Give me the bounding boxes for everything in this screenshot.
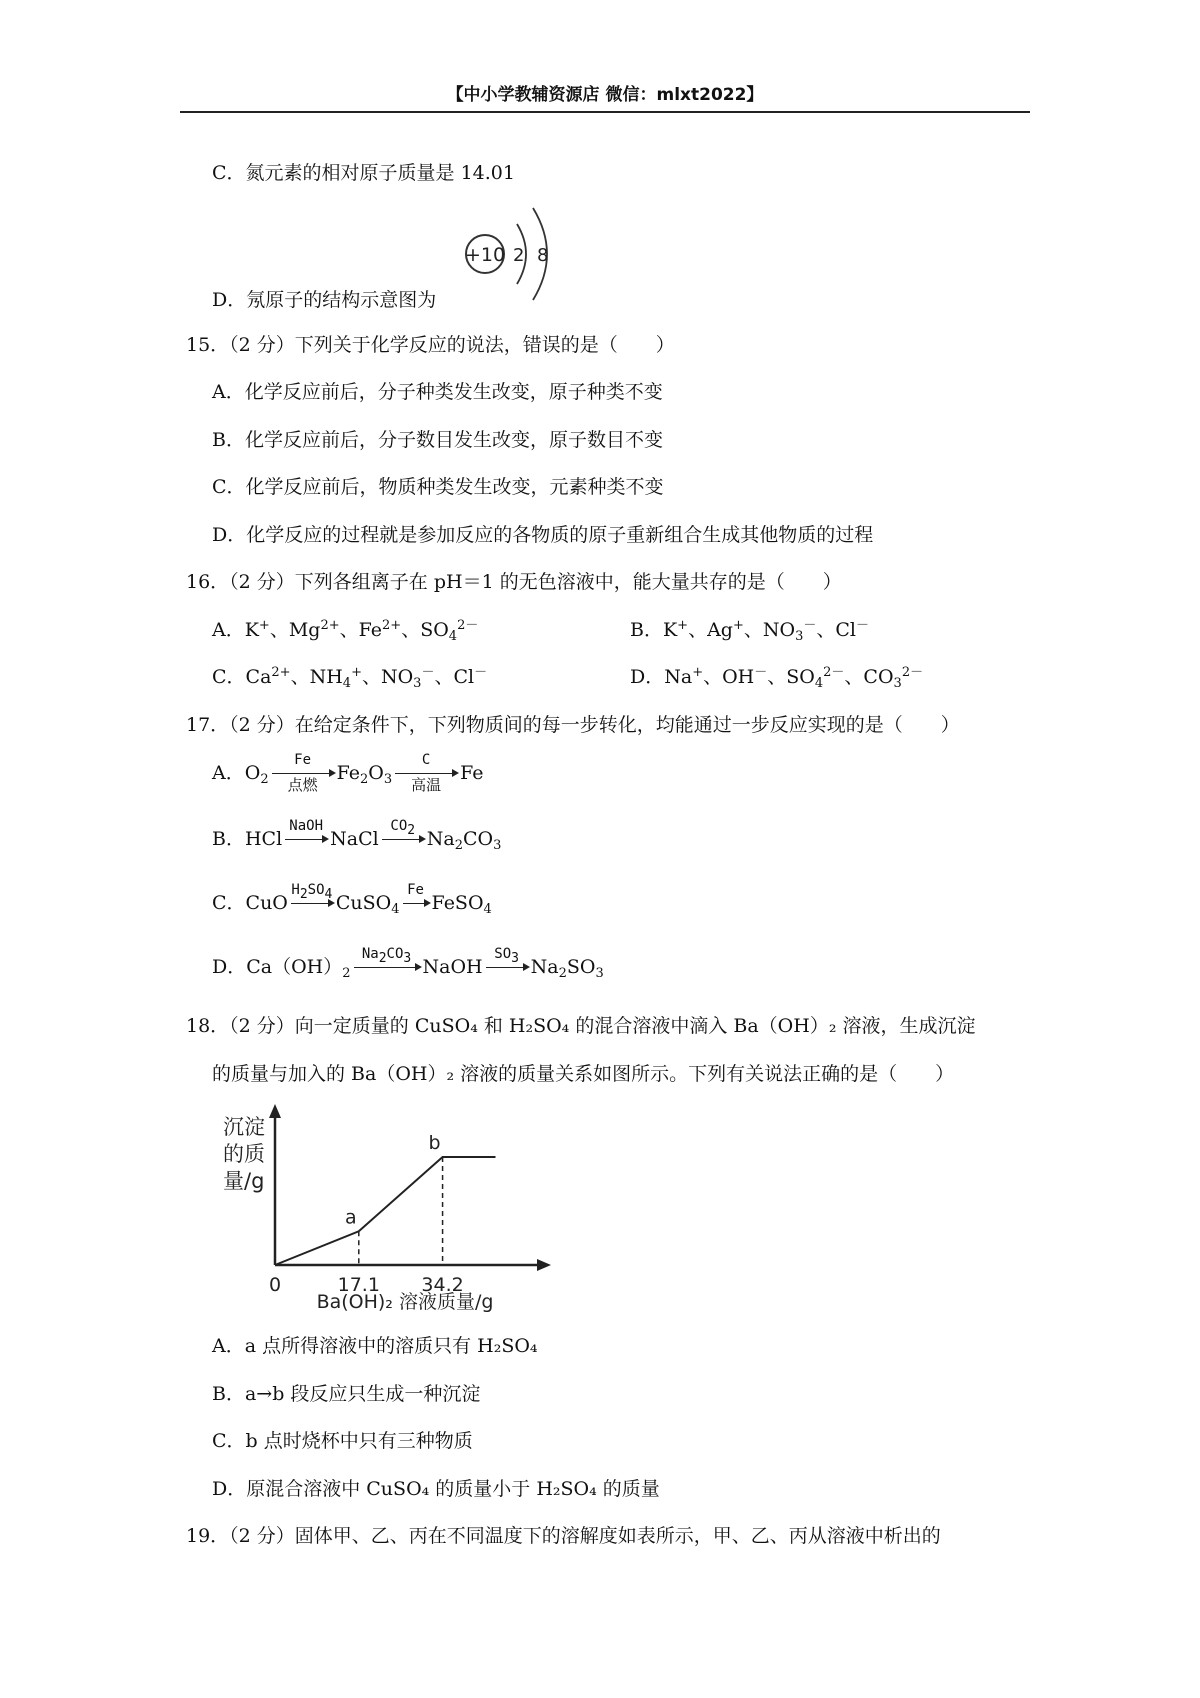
precipitate-mass-chart <box>205 1100 565 1315</box>
q18-option-c: C．b 点时烧杯中只有三种物质 <box>212 1430 473 1452</box>
q17-option-b: B．HCl NaOH NaCl $CO_2$ $Na_2CO_3$ <box>212 816 501 863</box>
y-axis-label: 的质 <box>223 1142 265 1166</box>
reaction-arrow: $Na_2CO_3$ <box>352 945 422 991</box>
q17-stem: 17．（2 分）在给定条件下，下列物质间的每一步转化，均能通过一步反应实现的是（ ） <box>186 714 960 736</box>
q14-option-d: D．氖原子的结构示意图为 <box>212 289 437 311</box>
point-label-a: a <box>344 1206 357 1229</box>
neon-atom-diagram <box>455 200 565 310</box>
q17-option-a: A．$O_2$ Fe 点燃 $Fe_2O_3$ C 高温 Fe <box>212 750 484 797</box>
reaction-arrow: NaOH <box>283 817 329 863</box>
reaction-arrow: Fe 点燃 <box>270 751 336 797</box>
page-header: 【中小学教辅资源店 微信：mlxt2022】 <box>446 85 764 105</box>
q15-option-c: C．化学反应前后，物质种类发生改变，元素种类不变 <box>212 476 664 498</box>
series-line <box>275 1157 496 1265</box>
atom-nucleus-charge: +10 <box>464 244 506 266</box>
x-axis-arrowhead <box>537 1259 551 1271</box>
y-axis-label: 量/g <box>223 1169 265 1193</box>
header-divider <box>180 111 1030 113</box>
q17-option-d: D．$Ca(OH)_2$ $Na_2CO_3$ NaOH $SO_3$ $Na_2SO_3$ <box>212 944 604 991</box>
reaction-arrow: $H_2SO_4$ <box>289 881 335 927</box>
x-tick-label: 17.1 <box>337 1274 380 1296</box>
q15-stem: 15．（2 分）下列关于化学反应的说法，错误的是（ ） <box>186 334 675 356</box>
q15-option-a: A．化学反应前后，分子种类发生改变，原子种类不变 <box>212 381 663 403</box>
atom-shell-1-count: 2 <box>513 245 525 266</box>
q15-option-d: D．化学反应的过程就是参加反应的各物质的原子重新组合生成其他物质的过程 <box>212 524 874 546</box>
q17-option-c: C．CuO $H_2SO_4$ CuSO$_4$ Fe FeSO$_4$ <box>212 880 492 927</box>
reaction-arrow: $SO_3$ <box>484 945 530 991</box>
q16-option-b: B．K+、Ag+、$NO_3^-$、Cl－ <box>630 618 870 644</box>
x-tick-label: 34.2 <box>421 1274 464 1296</box>
q19-stem: 19．（2 分）固体甲、乙、丙在不同温度下的溶解度如表所示，甲、乙、丙从溶液中析出的 <box>186 1525 941 1547</box>
q18-option-a: A．a 点所得溶液中的溶质只有 H₂SO₄ <box>212 1335 538 1357</box>
q18-stem-line2: 的质量与加入的 Ba（OH）₂ 溶液的质量关系如图所示。下列有关说法正确的是（ ） <box>212 1063 955 1085</box>
q16-option-d: D．Na+、OH－、$SO_4^{2-}$、$CO_3^{2-}$ <box>630 665 924 691</box>
q18-option-b: B．a→b 段反应只生成一种沉淀 <box>212 1383 481 1405</box>
x-axis-label: Ba(OH)₂ 溶液质量/g <box>316 1291 494 1313</box>
reaction-arrow: C 高温 <box>393 751 459 797</box>
q16-option-a: A．K+、$Mg^{2+}$、$Fe^{2+}$、$SO_4^{2-}$ <box>212 618 479 644</box>
reaction-arrow: Fe <box>401 881 431 927</box>
q14-option-c: C．氮元素的相对原子质量是 14.01 <box>212 162 515 184</box>
q18-option-d: D．原混合溶液中 CuSO₄ 的质量小于 H₂SO₄ 的质量 <box>212 1478 660 1500</box>
q16-stem: 16．（2 分）下列各组离子在 pH＝1 的无色溶液中，能大量共存的是（ ） <box>186 571 842 593</box>
y-axis-label: 沉淀 <box>223 1115 265 1139</box>
q16-option-c: C．$Ca^{2+}$、$NH_4^+$、$NO_3^-$、Cl－ <box>212 665 488 691</box>
y-axis-arrowhead <box>269 1104 281 1118</box>
x-tick-label: 0 <box>268 1274 282 1296</box>
atom-shell-2-count: 8 <box>537 245 549 266</box>
reaction-arrow: $CO_2$ <box>380 817 426 863</box>
point-label-b: b <box>428 1132 441 1154</box>
q18-stem-line1: 18．（2 分）向一定质量的 CuSO₄ 和 H₂SO₄ 的混合溶液中滴入 Ba（OH）₂ 溶液，生成沉淀 <box>186 1015 976 1037</box>
q15-option-b: B．化学反应前后，分子数目发生改变，原子数目不变 <box>212 429 663 451</box>
